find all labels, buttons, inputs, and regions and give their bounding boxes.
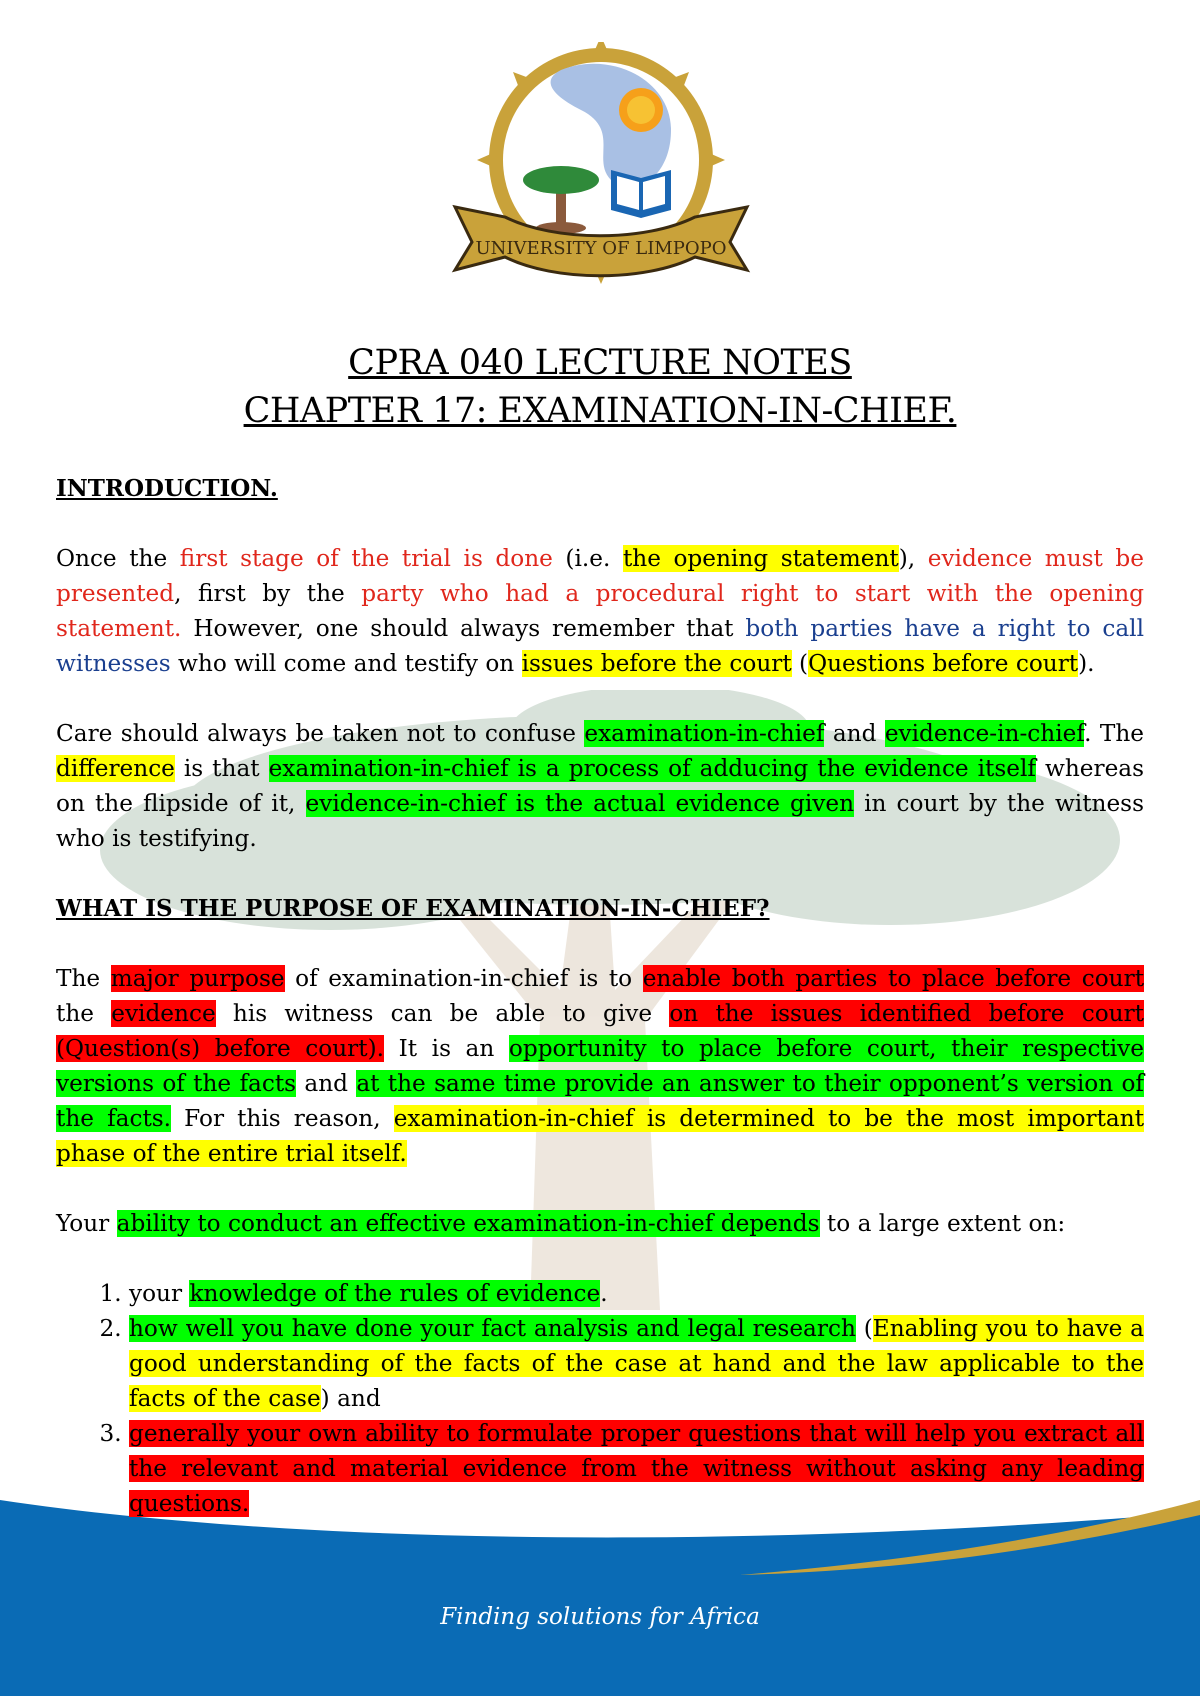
purpose-paragraph-1: The major purpose of examination-in-chief is to enable both parties to place before court the evidence his witness can be able to give on the issues identified before court (Question(s) before court). It is an opportunity to place before court, their respective versions of the facts and at the same time provide an answer to their opponent’s version of the facts. For this reason, examination-in-chief is determined to be the most important phase of the entire trial itself. xyxy=(56,965,1145,1167)
purpose-heading: WHAT IS THE PURPOSE OF EXAMINATION-IN-CHIEF? xyxy=(56,895,770,922)
introduction-heading: INTRODUCTION. xyxy=(56,475,278,502)
footer-wave xyxy=(0,1500,1200,1696)
list-item: 2. how well you have done your fact analysis and legal research (Enabling you to have a good understanding of the facts of the case at hand and the law applicable to the facts of the case) and xyxy=(129,1311,1144,1416)
purpose-paragraph-2: Your ability to conduct an effective examination-in-chief depends to a large extent on: xyxy=(56,1210,1066,1237)
footer-tagline: Finding solutions for Africa xyxy=(440,1604,760,1630)
chapter-title: CHAPTER 17: EXAMINATION-IN-CHIEF. xyxy=(243,391,957,431)
list-item: 3. generally your own ability to formulate proper questions that will help you extract all the relevant and material evidence from the witness without asking any leading questions. xyxy=(129,1416,1144,1521)
intro-paragraph-1: Once the first stage of the trial is done (i.e. the opening statement), evidence must be presented, first by the party who had a procedural right to start with the opening statement. However, one should always remember that both parties have a right to call witnesses who will come and testify on issues before the court (Questions before court). xyxy=(56,545,1145,677)
intro-paragraph-2: Care should always be taken not to confuse examination-in-chief and evidence-in-chief. The difference is that examination-in-chief is a process of adducing the evidence itself whereas on the flipside of it, evidence-in-chief is the actual evidence given in court by the witness who is testifying. xyxy=(56,720,1145,852)
banner-text: UNIVERSITY OF LIMPOPO xyxy=(475,238,727,259)
document-body xyxy=(56,0,1144,1521)
document-title: CPRA 040 LECTURE NOTES xyxy=(348,343,852,383)
factors-list xyxy=(56,1276,1144,1521)
list-item: 1. your knowledge of the rules of evidence. xyxy=(129,1276,1144,1311)
